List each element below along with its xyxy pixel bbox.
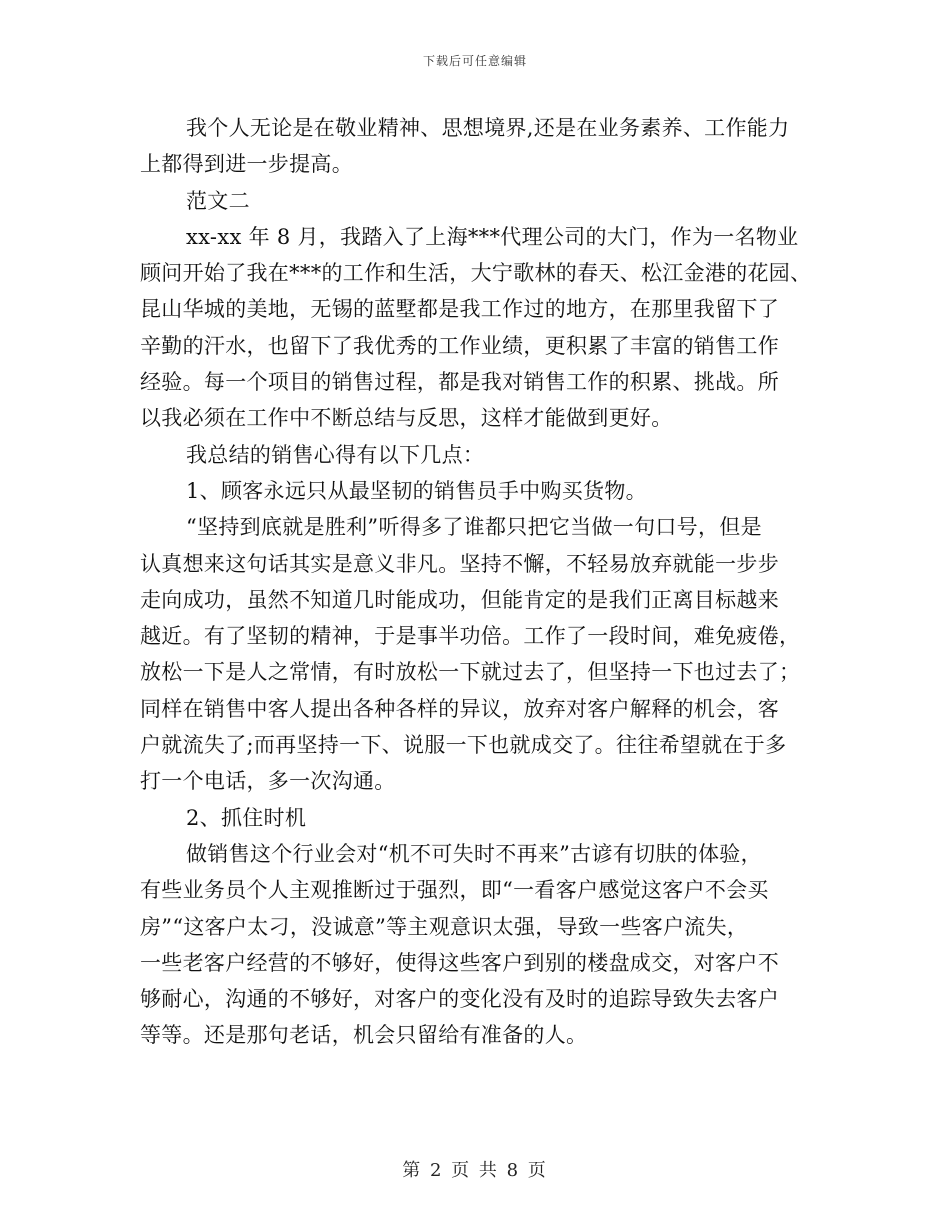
paragraph-line: 一些老客户经营的不够好，使得这些客户到别的楼盘成交，对客户不	[140, 950, 779, 975]
paragraph-line: 够耐心，沟通的不够好，对客户的变化没有及时的追踪导致失去客户	[140, 987, 779, 1012]
section-heading: 范文二	[186, 188, 250, 213]
document-body	[140, 110, 820, 1054]
paragraph-line: 打一个电话，多一次沟通。	[140, 769, 396, 794]
paragraph-line: 认真想来这句话其实是意义非凡。坚持不懈，不轻易放弃就能一步步	[140, 551, 779, 576]
list-item-heading: 2、抓住时机	[186, 805, 307, 830]
paragraph-line: 上都得到进一步提高。	[140, 152, 353, 177]
paragraph-line: 走向成功，虽然不知道几时能成功，但能肯定的是我们正离目标越来	[140, 587, 779, 612]
paragraph-line: 同样在销售中客人提出各种各样的异议，放弃对客户解释的机会，客	[140, 696, 779, 721]
list-item-heading: 1、顾客永远只从最坚韧的销售员手中购买货物。	[186, 478, 647, 503]
paragraph-line: xx-xx 年 8 月，我踏入了上海***代理公司的大门，作为一名物业	[186, 224, 799, 249]
paragraph-line: 辛勤的汗水，也留下了我优秀的工作业绩，更积累了丰富的销售工作	[140, 333, 779, 358]
paragraph-line: “坚持到底就是胜利”听得多了谁都只把它当做一句口号，但是	[186, 515, 762, 540]
paragraph-line: 等等。还是那句老话，机会只留给有准备的人。	[140, 1023, 588, 1048]
paragraph-line: 我个人无论是在敬业精神、思想境界,还是在业务素养、工作能力	[186, 116, 790, 140]
paragraph-line: 经验。每一个项目的销售过程，都是我对销售工作的积累、挑战。所	[140, 370, 779, 395]
paragraph-line: 做销售这个行业会对“机不可失时不再来”古谚有切肤的体验，	[186, 841, 762, 866]
paragraph-line: 以我必须在工作中不断总结与反思，这样才能做到更好。	[140, 406, 673, 431]
paragraph-line: 我总结的销售心得有以下几点：	[186, 442, 485, 467]
paragraph-line: 房”“这客户太刁，没诚意”等主观意识太强，导致一些客户流失，	[140, 914, 749, 939]
paragraph-line: 越近。有了坚韧的精神，于是事半功倍。工作了一段时间，难免疲倦，	[140, 624, 801, 649]
paragraph-line: 昆山华城的美地，无锡的蓝墅都是我工作过的地方，在那里我留下了	[140, 297, 779, 322]
paragraph-line: 户就流失了;而再坚持一下、说服一下也就成交了。往往希望就在于多	[140, 733, 787, 758]
paragraph-line: 顾问开始了我在***的工作和生活，大宁歌林的春天、松江金港的花园、	[140, 261, 812, 286]
page-number-footer: 第 2 页 共 8 页	[402, 1160, 548, 1181]
page-header: 下载后可任意编辑	[422, 54, 527, 68]
paragraph-line: 有些业务员个人主观推断过于强烈，即“一看客户感觉这客户不会买	[140, 878, 769, 903]
paragraph-line: 放松一下是人之常情，有时放松一下就过去了，但坚持一下也过去了；	[140, 660, 801, 685]
